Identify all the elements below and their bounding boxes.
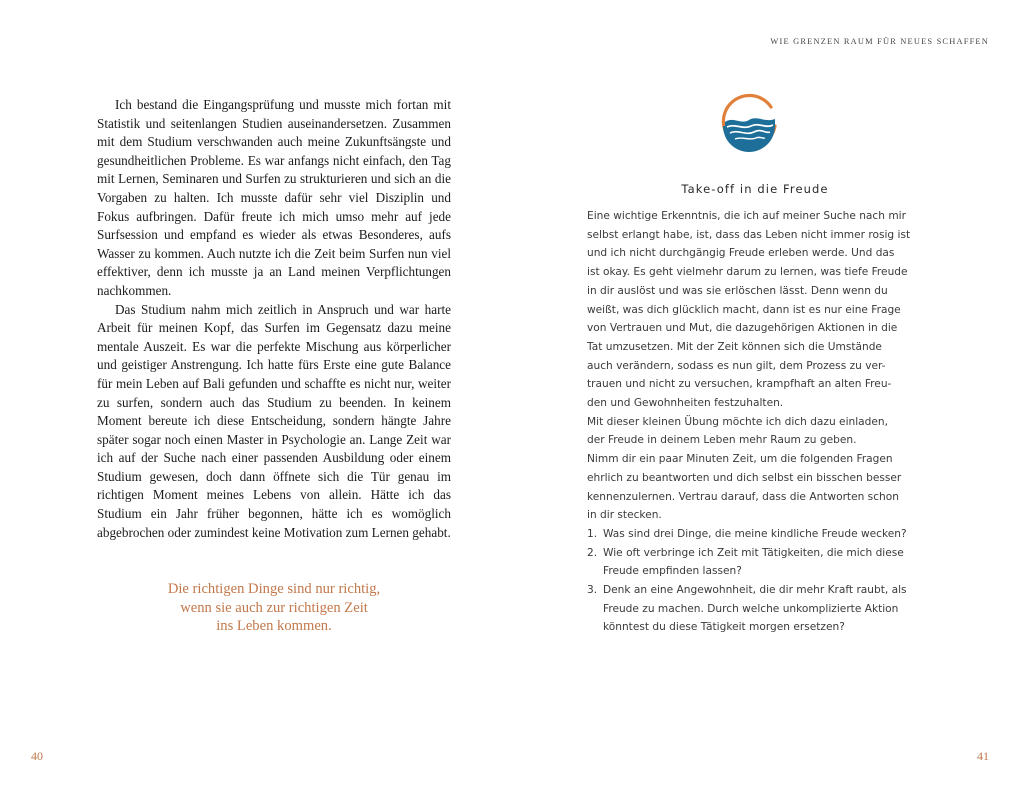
right-page [510,0,1020,793]
question-number: 2. [587,546,598,559]
text-line: selbst erlangt habe, ist, dass das Leben nicht immer rosig ist [587,228,911,241]
page-number-left: 40 [31,749,43,763]
left-body-text [97,96,451,542]
question-list [587,525,932,637]
text-line: von Vertrauen und Mut, die dazugehörigen Aktionen in die [587,322,898,335]
text-line: auch verändern, sodass es nun gilt, dem Prozess zu ver- [587,359,886,372]
question-number: 3. [587,584,598,597]
running-head: WIE GRENZEN RAUM FÜR NEUES SCHAFFEN [770,37,989,46]
right-body-text [587,207,932,637]
text-line: ist okay. Es geht vielmehr darum zu lernen, was tiefe Freude [587,266,908,279]
question-item [587,525,932,544]
question-line: Wie oft verbringe ich Zeit mit Tätigkeiten, die mich diese [603,546,904,559]
text-line: in dir stecken. [587,509,662,522]
left-paragraph-2: Das Studium nahm mich zeitlich in Anspruch und war harte Arbeit für meinen Kopf, das Surfen im Gegensatz dazu meine mentale Auszeit. Es war die perfekte Mischung aus körperlicher und geistiger Anstrengung. Ich hatte fürs Erste eine gute Balance für mein Leben auf Bali gefunden und schaffte es nicht nur, weiter zu surfen, sondern auch das Studium zu beenden. In keinem Moment bereute ich diese Entscheidung, sondern hängte Jahre später sogar noch einen Master in Psychologie an. Lange Zeit war ich auf der Suche nach einer passenden Ausbildung oder einem Studium gewesen, doch dann öffnete sich die Tür genau im richtigen Moment meines Lebens von allein. Hätte ich das Studium ein Jahr früher begonnen, hätte ich es womöglich abgebrochen oder zumindest keine Motivation zum Lernen gehabt. [97,301,451,540]
text-line: Nimm dir ein paar Minuten Zeit, um die folgenden Fragen [587,453,893,466]
text-line: Tat umzusetzen. Mit der Zeit können sich die Umstände [587,340,882,353]
question-line: Freude zu machen. Durch welche unkomplizierte Aktion [603,602,899,615]
text-line: der Freude in deinem Leben mehr Raum zu geben. [587,434,857,447]
question-number: 1. [587,527,598,540]
question-line: Freude empfinden lassen? [603,565,742,578]
text-line: und ich nicht durchgängig Freude erleben werde. Und das [587,247,895,260]
pull-quote-line: wenn sie auch zur richtigen Zeit [180,599,368,616]
text-line: trauen und nicht zu versuchen, krampfhaft an alten Freu- [587,378,892,391]
pull-quote [97,580,451,636]
text-line: kennenzulernen. Vertrau darauf, dass die Antworten schon [587,490,899,503]
text-line: weißt, was dich glücklich macht, dann ist es nur eine Frage [587,303,901,316]
text-line: in dir auslöst und was sie erlöschen lässt. Denn wenn du [587,284,888,297]
left-paragraph-1: Ich bestand die Eingangsprüfung und musste mich fortan mit Statistik und seitenlangen Studien auseinandersetzen. Zusammen mit dem Studium verschwanden auch meine Zukunftsängste und gesundheitlichen Probleme. Es war anfangs nicht einfach, den Tag mit Lernen, Seminaren und Surfen zu strukturieren und sich an die Vorgaben zu halten. Ich musste dafür sehr viel Disziplin und Fokus aufbringen. Dafür freute ich mich umso mehr auf jede Surfsession und empfand es wieder als etwas Besonderes, aufs Wasser zu kommen. Auch nutzte ich die Zeit beim Surfen nun viel effektiver, denn ich musste ja an Land meinen Verpflichtungen nachkommen. [97,97,451,298]
page-number-right: 41 [977,749,989,763]
text-line: den und Gewohnheiten festzuhalten. [587,397,784,410]
text-line: ehrlich zu beantworten und dich selbst ein bisschen besser [587,471,902,484]
question-line: Denk an eine Angewohnheit, die dir mehr Kraft raubt, als [603,584,907,597]
pull-quote-line: ins Leben kommen. [216,618,332,635]
question-line: Was sind drei Dinge, die meine kindliche Freude wecken? [603,527,907,540]
question-item [587,581,932,637]
pull-quote-line: Die richtigen Dinge sind nur richtig, [167,581,381,597]
text-line: Eine wichtige Erkenntnis, die ich auf meiner Suche nach mir [587,210,906,222]
wave-sun-logo-icon [719,93,779,153]
text-line: Mit dieser kleinen Übung möchte ich dich dazu einladen, [587,415,888,428]
question-line: könntest du diese Tätigkeit morgen ersetzen? [603,621,845,634]
section-title: Take-off in die Freude [681,182,829,196]
question-item [587,544,932,581]
